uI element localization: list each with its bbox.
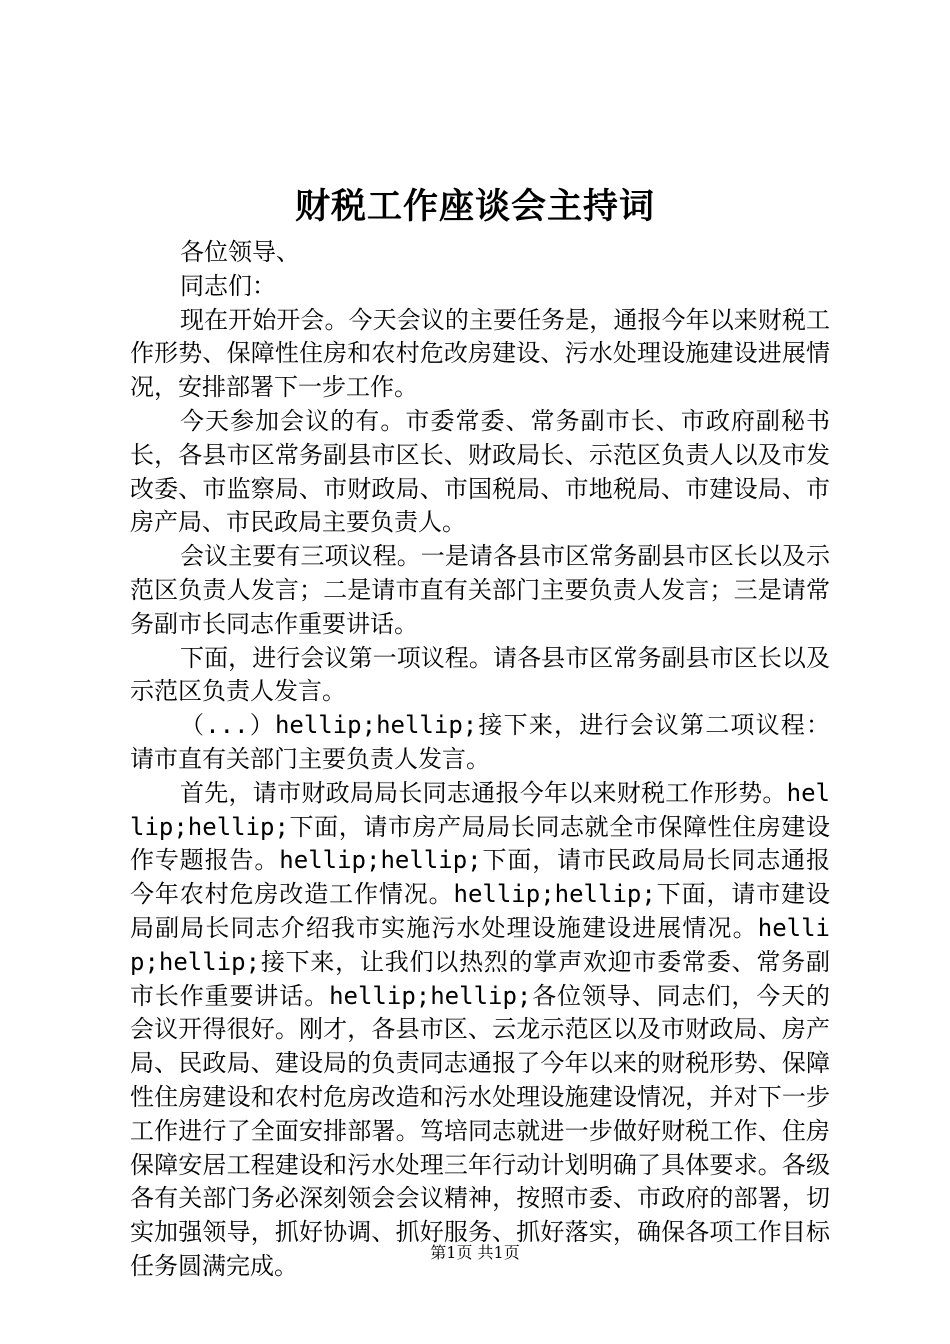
paragraph-attendees: 今天参加会议的有。市委常委、常务副市长、市政府副秘书长，各县市区常务副县市区长、财政局长、示范区负责人以及市发改委、市监察局、市财政局、市国税局、市地税局、市建设局、市房产局、市民政局主要负责人。 [130,406,830,537]
paragraph-opening: 现在开始开会。今天会议的主要任务是，通报今年以来财税工作形势、保障性住房和农村危改房建设、污水处理设施建设进展情况，安排部署下一步工作。 [130,305,830,402]
paragraph-agenda: 会议主要有三项议程。一是请各县市区常务副县市区长以及示范区负责人发言；二是请市直有关部门主要负责人发言；三是请常务副市长同志作重要讲话。 [130,542,830,638]
salutation-comrades: 同志们： [180,271,276,300]
page-footer: 第1页 共1页 [430,1243,520,1262]
paragraph-speeches-summary: 首先，请市财政局局长同志通报今年以来财税工作形势。hellip;hellip;下面，请市房产局局长同志就全市保障性住房建设作专题报告。hellip;hellip;下面，请市民政局局长同志通报今年农村危房改造工作情况。hellip;hellip;下面，请市建设局副局长同志介绍我市实施污水处理设施建设进展情况。hellip;hellip;接下来，让我们以热烈的掌声欢迎市委常委、常务副市长作重要讲话。hellip;hellip;各位领导、同志们，今天的会议开得很好。刚才，各县市区、云龙示范区以及市财政局、房产局、民政局、建设局的负责同志通报了今年以来的财税形势、保障性住房建设和农村危房改造和污水处理设施建设情况，并对下一步工作进行了全面安排部署。笃培同志就进一步做好财税工作、住房保障安居工程建设和污水处理三年行动计划明确了具体要求。各级各有关部门务必深刻领会会议精神，按照市委、市政府的部署，切实加强领导，抓好协调、抓好服务、抓好落实，确保各项工作目标任务圆满完成。 [130,778,830,1280]
paragraph-first-item: 下面，进行会议第一项议程。请各县市区常务副县市区长以及示范区负责人发言。 [130,643,830,706]
document-title: 财税工作座谈会主持词 [294,186,655,227]
salutation-leaders: 各位领导、 [180,238,300,266]
paragraph-second-item: （...）hellip;hellip;接下来，进行会议第二项议程：请市直有关部门主要负责人发言。 [130,711,830,773]
document-body [130,236,830,1284]
